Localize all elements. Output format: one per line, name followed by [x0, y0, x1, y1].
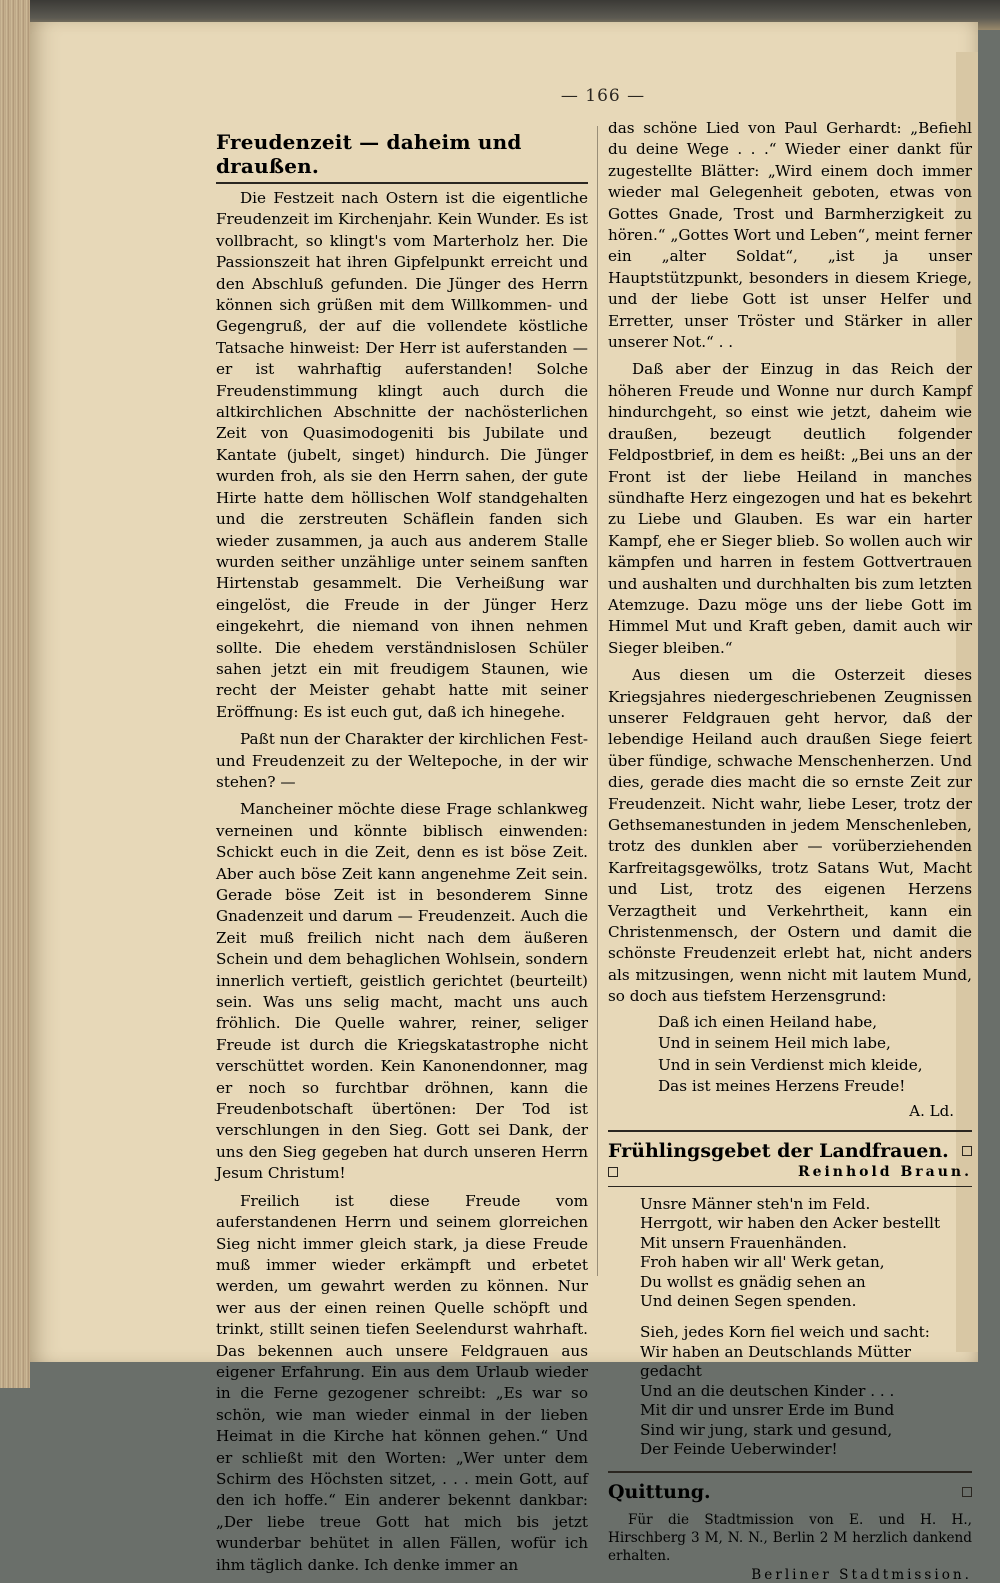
poem-stanza — [640, 1323, 972, 1459]
verse-line: Mit unsern Frauenhänden. — [640, 1233, 847, 1252]
verse-line: Der Feinde Ueberwinder! — [640, 1439, 838, 1458]
article-paragraph: Mancheiner möchte diese Frage schlankweg verneinen und könnte biblisch einwenden: Schickt euch in die Zeit, denn es ist böse Zeit. Aber auch böse Zeit kann angenehme Zeit sein. Gerade böse Zeit ist in besonderem Sinne Gnadenzeit und darum — Freudenzeit. Auch die Zeit muß freilich nicht nach dem äußeren Schein und dem behaglichen Wohlsein, sondern innerlich vertieft, geistlich gerichtet (beurteilt) sein. Was uns selig macht, macht uns auch fröhlich. Die Quelle wahrer, reiner, seliger Freude ist durch die Kriegskatastrophe nicht verschüttet worden. Kein Kanonendonner, mag er noch so furchtbar dröhnen, kann die Freudenbotschaft übertönen: Der Tod ist verschlungen in den Sieg. Gott sei Dank, der uns den Sieg gegeben hat durch unseren Herrn Jesum Christum! — [216, 800, 588, 1183]
verse-line: Wir haben an Deutschlands Mütter gedacht — [640, 1342, 912, 1381]
poem-line: Und in seinem Heil mich labe, — [658, 1034, 891, 1053]
square-ornament-icon — [608, 1167, 618, 1177]
spring-prayer-author: Reinhold Braun. — [797, 1164, 972, 1181]
square-ornament-icon — [962, 1487, 972, 1497]
receipt-header — [608, 1471, 972, 1503]
receipt-text: Für die Stadtmission von E. und H. H., Hirschberg 3 M, N. N., Berlin 2 M herzlich dankend erhalten. — [608, 1512, 972, 1565]
article-paragraph: das schöne Lied von Paul Gerhardt: „Befiehl du deine Wege . . .“ Wieder einer dankt für zugestellte Blätter: „Wird einem doch immer wieder mal Gelegenheit geboten, etwas von Gottes Gnade, Trost und Barmherzigkeit zu hören.“ „Gottes Wort und Leben“, meint ferner ein „alter Soldat“, „ist ja unser Hauptstützpunkt, besonders in diesem Kriege, und der liebe Gott ist unser Helfer und Erretter, unser Tröster und Stärker in aller unserer Not.“ . . — [608, 119, 972, 352]
right-column — [608, 118, 972, 1583]
article-paragraph: Paßt nun der Charakter der kirchlichen Fest- und Freudenzeit zu der Weltepoche, in der wir stehen? — — [216, 730, 588, 791]
square-ornament-icon — [962, 1146, 972, 1156]
spring-prayer-header — [608, 1130, 972, 1162]
verse-line: Froh haben wir all' Werk getan, — [640, 1253, 885, 1272]
spring-prayer-author-row — [608, 1164, 972, 1187]
verse-line: Und an die deutschen Kinder . . . — [640, 1381, 895, 1400]
article-paragraph: Die Festzeit nach Ostern ist die eigentliche Freudenzeit im Kirchenjahr. Kein Wunder. Es ist vollbracht, so klingt's vom Marterholz her. Die Passionszeit hat ihren Gipfelpunkt erreicht und den Abschluß gefunden. Die Jünger des Herrn können sich grüßen mit dem Willkommen- und Gegengruß, der auf die vollendete köstliche Tatsache hinweist: Der Herr ist auferstanden — er ist wahrhaftig auferstanden! Solche Freudenstimmung klingt auch durch die altkirchlichen Abschnitte der nachösterlichen Zeit von Quasimodogeniti bis Jubilate und Kantate (jubelt, singet) hindurch. Die Jünger wurden froh, als sie den Herrn sahen, der gute Hirte hatte dem höllischen Wolf standgehalten und die zerstreuten Schäflein fanden sich wieder zusammen, ja auch aus anderem Stalle wurden seither unzählige unter seinem sanften Hirtenstab gesammelt. Die Verheißung war eingelöst, die Freude in der Jünger Herz eingekehrt, die niemand von ihnen nehmen sollte. Die ehedem verständnislosen Schüler sahen jetzt ein mit freudigem Staunen, wie recht der Meister gehabt hatte mit seiner Eröffnung: Es ist euch gut, daß ich hinegehe. — [216, 189, 588, 721]
verse-line: Herrgott, wir haben den Acker bestellt — [640, 1214, 941, 1233]
receipt-title: Quittung. — [608, 1481, 711, 1504]
poem-line: Daß ich einen Heiland habe, — [658, 1012, 878, 1031]
verse-line: Unsre Männer steh'n im Feld. — [640, 1195, 871, 1214]
verse-line: Sind wir jung, stark und gesund, — [640, 1420, 893, 1439]
book-page-edges — [0, 0, 30, 1388]
page-number: — 166 — — [560, 86, 646, 106]
verse-line: Und deinen Segen spenden. — [640, 1292, 857, 1311]
article-paragraph: Aus diesen um die Osterzeit dieses Kriegsjahres niedergeschriebenen Zeugnissen unserer Feldgrauen geht hervor, daß der lebendige Heiland auch draußen Siege feiert über fündige, schwache Menschenherzen. Und dies, gerade dies macht die so ernste Zeit zur Freudenzeit. Nicht wahr, liebe Leser, trotz der Gethsemanestunden in jedem Menschenleben, trotz des dunklen aber — vorüberziehenden Karfreitagsgewölks, trotz Satans Wut, Macht und List, trotz des eigenen Herzens Verzagtheit und Verkehrtheit, kann ein Christenmensch, der Ostern und damit die schönste Freudenzeit erlebt hat, nicht anders als mitzusingen, wenn nicht mit lautem Mund, so doch aus tiefstem Herzensgrund: — [608, 666, 972, 1006]
receipt-signature: Berliner Stadtmission. — [751, 1567, 972, 1583]
verse-line: Du wollst es gnädig sehen an — [640, 1272, 866, 1291]
poem-stanza — [640, 1195, 972, 1311]
article-paragraph: Daß aber der Einzug in das Reich der höheren Freude und Wonne nur durch Kampf hindurchgeht, so einst wie jetzt, daheim wie draußen, bezeugt deutlich folgender Feldpostbrief, in dem es heißt: „Bei uns an der Front ist der liebe Heiland in manches sündhafte Herz eingezogen und hat es bekehrt zu Liebe und Glauben. Es war ein harter Kampf, ehe er Sieger blieb. So wollen auch wir kämpfen und harren in festem Gottvertrauen und aushalten und durchhalten bis zum letzten Atemzuge. Dazu möge uns der liebe Gott im Himmel Mut und Kraft geben, damit auch wir Sieger bleiben.“ — [608, 360, 972, 657]
article-paragraph: Freilich ist diese Freude vom auferstandenen Herrn und seinem glorreichen Sieg nicht immer gleich stark, ja diese Freude muß immer wieder erkämpft und erbetet werden, um gewahrt werden zu können. Nur wer aus der einen reinen Quelle schöpft und trinkt, stillt seinen tiefen Seelendurst wahrhaft. Das bekennen auch unsere Feldgrauen aus eigener Erfahrung. Ein aus dem Urlaub wieder in die Ferne gezogener schreibt: „Es war so schön, wie man wieder einmal in der lieben Heimat in die Kirche hat können gehen.“ Und er schließt mit den Worten: „Wer unter dem Schirm des Höchsten sitzet, . . . mein Gott, auf den ich hoffe.“ Ein anderer bekennt dankbar: „Der liebe treue Gott hat mich bis jetzt wunderbar behütet in allen Fällen, wofür ich ihm täglich danke. Ich denke immer an — [216, 1191, 588, 1574]
poem-line: Das ist meines Herzens Freude! — [658, 1077, 906, 1096]
spring-prayer-poem — [640, 1195, 972, 1459]
verse-line: Sieh, jedes Korn fiel weich und sacht: — [640, 1323, 930, 1342]
spring-prayer-title: Frühlingsgebet der Landfrauen. — [608, 1140, 949, 1163]
column-divider — [597, 126, 598, 1276]
verse-line: Mit dir und unsrer Erde im Bund — [640, 1401, 895, 1420]
article-title: Freudenzeit — daheim und draußen. — [216, 130, 588, 184]
left-column — [216, 126, 588, 1576]
closing-poem — [658, 1012, 972, 1098]
article-signature: A. Ld. — [909, 1102, 954, 1121]
poem-line: Und in sein Verdienst mich kleide, — [658, 1055, 923, 1074]
